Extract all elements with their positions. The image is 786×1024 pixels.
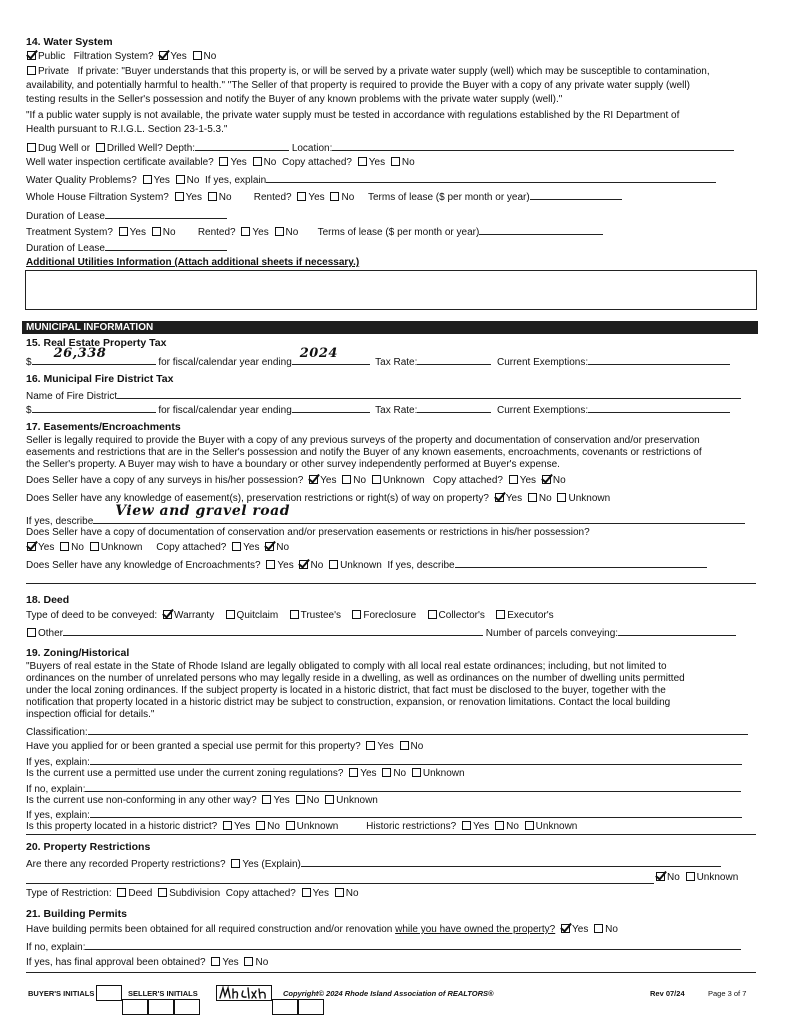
- explain-label: If yes, explain:: [26, 810, 90, 821]
- yes-label: Yes: [277, 560, 294, 571]
- deed-type-row: [26, 610, 554, 621]
- treatment-yes-checkbox[interactable]: [119, 227, 128, 236]
- historic-restrictions-no-checkbox[interactable]: [495, 821, 504, 830]
- documentation-yes-checkbox[interactable]: [27, 542, 36, 551]
- non-conforming-no-checkbox[interactable]: [296, 795, 305, 804]
- restrictions-no-unknown: [653, 872, 738, 883]
- non-conforming-explain-row: [26, 808, 742, 821]
- seller-initials-signature: [217, 986, 271, 1000]
- rented-label: Rented?: [253, 192, 292, 203]
- parcels-label: Number of parcels conveying:: [485, 628, 619, 639]
- no-label: No: [310, 560, 324, 571]
- sellers-initials-label: SELLER'S INITIALS: [128, 989, 198, 998]
- describe-label: If yes, describe: [26, 516, 94, 527]
- inspection-no-checkbox[interactable]: [253, 157, 262, 166]
- inspection-row: [26, 157, 415, 168]
- dollar-sign: $: [26, 357, 32, 368]
- private-checkbox[interactable]: [27, 66, 36, 75]
- public-label: Public: [38, 51, 66, 62]
- restrictions-explain-field[interactable]: [301, 857, 721, 867]
- dollar-sign: $: [26, 405, 32, 416]
- unknown-label: Unknown: [296, 821, 339, 832]
- restriction-copy-yes-checkbox[interactable]: [302, 888, 311, 897]
- executors-label: Executor's: [507, 610, 554, 621]
- permits-yes-checkbox[interactable]: [561, 924, 570, 933]
- public-supply-text: "If a public water supply is not available, the private water supply must be tested in accordance with regulations established by the RI Department of: [26, 110, 680, 121]
- historic-restrictions-yes-checkbox[interactable]: [462, 821, 471, 830]
- public-checkbox[interactable]: [27, 51, 36, 60]
- yes-label: Yes: [129, 227, 146, 238]
- no-label: No: [401, 157, 415, 168]
- additional-utilities-label: Additional Utilities Information (Attach additional sheets if necessary.): [26, 257, 360, 268]
- yes-label: Yes: [230, 157, 247, 168]
- yes-label: Yes: [308, 192, 325, 203]
- private-text: If private: "Buyer understands that this property is, or will be served by a private water supply (well) which may be susceptible to contamination,: [77, 66, 710, 77]
- unknown-label: Unknown: [535, 821, 578, 832]
- zoning-text: "Buyers of real estate in the State of Rhode Island are legally obligated to comply with all local real estate ordinances; including, but not limited to: [26, 661, 667, 672]
- terms-label: Terms of lease ($ per month or year): [317, 227, 480, 238]
- classification-row: [26, 725, 748, 738]
- fire-district-field[interactable]: [117, 389, 741, 399]
- public-supply-text: Health pursuant to R.I.G.L. Section 23-1-5.3.": [26, 124, 228, 135]
- copy-attached-label: Copy attached?: [281, 157, 352, 168]
- buyer-initial-box[interactable]: [174, 999, 200, 1015]
- no-label: No: [506, 821, 519, 832]
- treatment-row: [26, 225, 603, 238]
- permitted-use-explain-field[interactable]: [85, 782, 741, 792]
- buyer-initial-box[interactable]: [148, 999, 174, 1015]
- final-approval-no-checkbox[interactable]: [244, 957, 253, 966]
- historic-yes-checkbox[interactable]: [223, 821, 232, 830]
- yes-label: Yes: [312, 888, 329, 899]
- permits-no-checkbox[interactable]: [594, 924, 603, 933]
- deed-label: Deed: [128, 888, 153, 899]
- documentation-copy-yes-checkbox[interactable]: [232, 542, 241, 551]
- yes-label: Yes: [472, 821, 490, 832]
- no-label: No: [71, 542, 84, 553]
- non-conforming-yes-checkbox[interactable]: [262, 795, 271, 804]
- unknown-label: Unknown: [382, 475, 425, 486]
- executors-checkbox[interactable]: [496, 610, 505, 619]
- surveys-question: Does Seller have a copy of any surveys in his/her possession?: [26, 475, 304, 486]
- yes-label: Yes: [377, 741, 394, 752]
- non-conforming-unknown-checkbox[interactable]: [325, 795, 334, 804]
- private-text: availability, and potentially harmful to health." "The Seller of that property is required to provide the Buyer with a copy of any private water supply (well): [26, 80, 690, 91]
- no-label: No: [263, 157, 277, 168]
- no-label: No: [162, 227, 176, 238]
- fiscal-label: for fiscal/calendar year ending: [158, 357, 292, 368]
- final-approval-question: If yes, has final approval been obtained?: [26, 957, 206, 968]
- no-label: No: [353, 475, 367, 486]
- quality-label: Water Quality Problems?: [26, 175, 137, 186]
- no-label: No: [345, 888, 359, 899]
- historic-district-question: Is this property located in a historic district?: [26, 821, 218, 832]
- fire-exemptions-field[interactable]: [588, 403, 730, 413]
- private-text: testing results in the Seller's possession and notify the Buyer of any known problems with the private water supply (well).": [26, 94, 563, 105]
- no-label: No: [285, 227, 299, 238]
- terms-label: Terms of lease ($ per month or year): [367, 192, 530, 203]
- yes-label: Yes: [222, 957, 239, 968]
- tax-rate-field[interactable]: [417, 355, 491, 365]
- yes-label: Yes: [273, 795, 290, 806]
- historic-row: [26, 821, 577, 832]
- tax-amount-field[interactable]: [32, 346, 156, 365]
- yes-label: Yes: [170, 51, 187, 62]
- encroachments-describe-field[interactable]: [455, 558, 707, 568]
- depth-field[interactable]: [195, 141, 289, 151]
- copyright-text: Copyright© 2024 Rhode Island Association of REALTORS®: [283, 989, 494, 998]
- tax-rate-label: Tax Rate:: [375, 405, 418, 416]
- easement-text: easements and restrictions that are in the Seller's possession and notify the Buyer of any known easements, encroachments, covenants or restrictions of: [26, 447, 702, 458]
- duration-label: Duration of Lease: [26, 211, 105, 222]
- deed-other-row: [24, 626, 736, 639]
- documentation-row: [24, 542, 289, 553]
- collectors-checkbox[interactable]: [428, 610, 437, 619]
- section-16-title: 16. Municipal Fire District Tax: [26, 373, 174, 385]
- copy-attached-label: Copy attached?: [432, 475, 503, 486]
- special-use-explain-field[interactable]: [90, 755, 742, 765]
- private-label: Private: [38, 66, 70, 77]
- quality-yes-checkbox[interactable]: [143, 175, 152, 184]
- section-17-title: 17. Easements/Encroachments: [26, 421, 181, 433]
- permits-explain-row: [26, 940, 741, 953]
- filtration-yes-checkbox[interactable]: [159, 51, 168, 60]
- no-label: No: [341, 192, 355, 203]
- quality-explain-field[interactable]: [266, 173, 716, 183]
- fire-tax-amount-field[interactable]: [32, 403, 156, 413]
- seller-initial-box[interactable]: [272, 999, 298, 1015]
- fiscal-year-value: 2024: [299, 346, 338, 361]
- surveys-yes-checkbox[interactable]: [309, 475, 318, 484]
- trustees-label: Trustee's: [300, 610, 342, 621]
- easement-describe-value: View and gravel road: [115, 503, 290, 519]
- deed-type-label: Type of deed to be conveyed:: [26, 610, 158, 621]
- unknown-label: Unknown: [696, 872, 739, 883]
- zoning-text: under the local zoning ordinances. If the subject property is located in a historic district, that fact must be disclosed to the buyer, together with the: [26, 685, 666, 696]
- encroachments-question: Does Seller have any knowledge of Encroachments?: [26, 560, 261, 571]
- tax-amount-value: 26,338: [53, 346, 107, 361]
- treatment-rented-yes-checkbox[interactable]: [241, 227, 250, 236]
- seller-initial-box[interactable]: [216, 985, 272, 1001]
- final-approval-row: [26, 957, 268, 968]
- quality-no-checkbox[interactable]: [176, 175, 185, 184]
- restriction-copy-no-checkbox[interactable]: [335, 888, 344, 897]
- water-public-row: [24, 51, 216, 62]
- subdivision-checkbox[interactable]: [158, 888, 167, 897]
- terms-field[interactable]: [479, 225, 603, 235]
- surveys-unknown-checkbox[interactable]: [372, 475, 381, 484]
- restrictions-yes-checkbox[interactable]: [231, 859, 240, 868]
- section-15-title: 15. Real Estate Property Tax: [26, 337, 167, 349]
- no-label: No: [393, 768, 407, 779]
- easement-describe-row: [26, 503, 745, 527]
- yes-label: Yes: [153, 175, 170, 186]
- zoning-text: ordinances on the number of unrelated persons who may legally reside in a dwelling, as well as ordinances on the number of dwelling units permitted: [26, 673, 685, 684]
- foreclosure-checkbox[interactable]: [352, 610, 361, 619]
- whole-house-yes-checkbox[interactable]: [175, 192, 184, 201]
- special-use-question: Have you applied for or been granted a special use permit for this property?: [26, 741, 361, 752]
- no-label: No: [605, 924, 618, 935]
- exemptions-label: Current Exemptions:: [496, 357, 589, 368]
- duration-field[interactable]: [105, 241, 227, 251]
- fire-tax-rate-field[interactable]: [417, 403, 491, 413]
- easement-text: Seller is legally required to provide the Buyer with a copy of any previous surveys of the property and documentation of conservation and/or preservation: [26, 435, 700, 446]
- fire-district-label: Name of Fire District: [26, 391, 118, 402]
- divider: [26, 883, 654, 884]
- location-label: Location:: [291, 143, 333, 154]
- unknown-label: Unknown: [422, 768, 465, 779]
- yes-label: Yes: [572, 924, 589, 935]
- yes-label: Yes: [252, 227, 269, 238]
- permits-explain-field[interactable]: [85, 940, 741, 950]
- explain-label: If yes, explain:: [26, 757, 90, 768]
- yes-label: Yes: [368, 157, 386, 168]
- permitted-use-no-checkbox[interactable]: [382, 768, 391, 777]
- unknown-label: Unknown: [340, 560, 382, 571]
- warranty-checkbox[interactable]: [163, 610, 172, 619]
- inspection-yes-checkbox[interactable]: [219, 157, 228, 166]
- unknown-label: Unknown: [100, 542, 143, 553]
- permits-row: [26, 924, 618, 935]
- no-label: No: [552, 475, 566, 486]
- duration-field[interactable]: [105, 209, 227, 219]
- restrictions-no-checkbox[interactable]: [656, 872, 665, 881]
- restrictions-unknown-checkbox[interactable]: [686, 872, 695, 881]
- classification-label: Classification:: [26, 727, 88, 738]
- restrictions-row: [26, 857, 721, 870]
- permitted-use-row: [26, 768, 465, 779]
- subdivision-label: Subdivision: [169, 888, 221, 899]
- yes-label: Yes: [185, 192, 202, 203]
- exemptions-field[interactable]: [588, 355, 730, 365]
- seller-initial-box[interactable]: [298, 999, 324, 1015]
- location-field[interactable]: [332, 141, 734, 151]
- divider: [26, 972, 756, 973]
- surveys-copy-no-checkbox[interactable]: [542, 475, 551, 484]
- revision-text: Rev 07/24: [650, 989, 685, 998]
- fire-fiscal-year-field[interactable]: [292, 403, 370, 413]
- deed-restriction-checkbox[interactable]: [117, 888, 126, 897]
- no-label: No: [267, 821, 280, 832]
- municipal-banner: MUNICIPAL INFORMATION: [22, 321, 758, 334]
- documentation-unknown-checkbox[interactable]: [90, 542, 99, 551]
- no-label: No: [306, 795, 320, 806]
- documentation-no-checkbox[interactable]: [60, 542, 69, 551]
- drilled-well-checkbox[interactable]: [96, 143, 105, 152]
- easement-describe-field[interactable]: [93, 503, 745, 524]
- easement-yes-checkbox[interactable]: [495, 493, 504, 502]
- zoning-text: inspection official for details.": [26, 709, 155, 720]
- surveys-row: [26, 475, 566, 486]
- section-18-title: 18. Deed: [26, 594, 70, 606]
- trustees-checkbox[interactable]: [290, 610, 299, 619]
- filtration-no-checkbox[interactable]: [193, 51, 202, 60]
- fire-tax-row: [26, 403, 730, 416]
- duration-row: [26, 209, 227, 222]
- section-19-title: 19. Zoning/Historical: [26, 647, 130, 659]
- permitted-use-question: Is the current use a permitted use under the current zoning regulations?: [26, 768, 344, 779]
- divider: [26, 834, 756, 835]
- copy-attached-label: Copy attached?: [156, 542, 227, 553]
- surveys-no-checkbox[interactable]: [342, 475, 351, 484]
- buyer-initial-box[interactable]: [96, 985, 122, 1001]
- unknown-label: Unknown: [568, 493, 611, 504]
- non-conforming-question: Is the current use non-conforming in any other way?: [26, 795, 257, 806]
- exemptions-label: Current Exemptions:: [496, 405, 589, 416]
- well-type-row: [24, 141, 734, 154]
- tax-rate-label: Tax Rate:: [375, 357, 418, 368]
- quality-row: [26, 173, 716, 186]
- dug-well-checkbox[interactable]: [27, 143, 36, 152]
- yes-label: Yes: [233, 821, 251, 832]
- easement-knowledge-row: [26, 493, 610, 504]
- non-conforming-row: [26, 795, 378, 806]
- whole-house-rented-no-checkbox[interactable]: [330, 192, 339, 201]
- yes-label: Yes: [320, 475, 337, 486]
- easement-question: Does Seller have any knowledge of easement(s), preservation restrictions or right(s) of way on property?: [26, 493, 489, 504]
- no-label: No: [538, 493, 552, 504]
- historic-restrictions-unknown-checkbox[interactable]: [525, 821, 534, 830]
- documentation-copy-no-checkbox[interactable]: [265, 542, 274, 551]
- describe-label: If yes, describe: [387, 560, 455, 571]
- special-use-row: [26, 741, 423, 752]
- whole-house-no-checkbox[interactable]: [208, 192, 217, 201]
- treatment-no-checkbox[interactable]: [152, 227, 161, 236]
- no-label: No: [255, 957, 269, 968]
- treatment-label: Treatment System?: [26, 227, 113, 238]
- historic-unknown-checkbox[interactable]: [286, 821, 295, 830]
- warranty-label: Warranty: [174, 610, 215, 621]
- whole-house-label: Whole House Filtration System?: [26, 192, 169, 203]
- easement-unknown-checkbox[interactable]: [557, 493, 566, 502]
- terms-field[interactable]: [530, 190, 622, 200]
- non-conforming-explain-field[interactable]: [90, 808, 742, 818]
- special-use-no-checkbox[interactable]: [400, 741, 409, 750]
- copy-attached-label: Copy attached?: [225, 888, 296, 899]
- historic-no-checkbox[interactable]: [256, 821, 265, 830]
- buyers-initials-label: BUYER'S INITIALS: [28, 989, 95, 998]
- permits-question-underlined: while you have owned the property?: [395, 924, 556, 935]
- section-14-title: 14. Water System: [26, 36, 113, 48]
- historic-restrictions-label: Historic restrictions?: [366, 821, 457, 832]
- duration-row: [26, 241, 227, 254]
- yes-label: Yes: [38, 542, 55, 553]
- restriction-type-row: [26, 888, 359, 899]
- section-21-title: 21. Building Permits: [26, 908, 127, 920]
- inspection-copy-no-checkbox[interactable]: [391, 157, 400, 166]
- quitclaim-checkbox[interactable]: [226, 610, 235, 619]
- permits-question: Have building permits been obtained for all required construction and/or renovation: [26, 924, 393, 935]
- final-approval-yes-checkbox[interactable]: [211, 957, 220, 966]
- filtration-label: Filtration System?: [73, 51, 154, 62]
- surveys-copy-yes-checkbox[interactable]: [509, 475, 518, 484]
- yes-label: Yes: [243, 542, 260, 553]
- documentation-question: Does Seller have a copy of documentation of conservation and/or preservation easements or restrictions in his/her possession?: [26, 527, 590, 538]
- other-checkbox[interactable]: [27, 628, 36, 637]
- whole-house-rented-yes-checkbox[interactable]: [297, 192, 306, 201]
- parcels-field[interactable]: [618, 626, 736, 636]
- easement-text: the Seller's property. A Buyer may wish to have a boundary or other survey independently performed at Buyer's expense.: [26, 459, 560, 470]
- no-label: No: [218, 192, 232, 203]
- yes-label: Yes: [505, 493, 523, 504]
- other-field[interactable]: [63, 626, 483, 636]
- yes-label: Yes: [519, 475, 537, 486]
- rented-label: Rented?: [197, 227, 236, 238]
- divider: [26, 583, 756, 584]
- whole-house-row: [26, 190, 622, 203]
- special-use-yes-checkbox[interactable]: [366, 741, 375, 750]
- restrictions-question: Are there any recorded Property restrictions?: [26, 859, 226, 870]
- restriction-type-label: Type of Restriction:: [26, 888, 112, 899]
- drilled-well-label: Drilled Well? Depth:: [106, 143, 196, 154]
- inspection-label: Well water inspection certificate available?: [26, 157, 214, 168]
- collectors-label: Collector's: [438, 610, 485, 621]
- fire-district-row: [26, 389, 741, 402]
- unknown-label: Unknown: [336, 795, 378, 806]
- encroachments-row: [26, 558, 707, 571]
- encroachments-yes-checkbox[interactable]: [266, 560, 275, 569]
- dug-well-label: Dug Well or: [38, 143, 91, 154]
- private-row: [24, 66, 710, 77]
- fiscal-year-field[interactable]: [292, 346, 370, 365]
- inspection-copy-yes-checkbox[interactable]: [358, 157, 367, 166]
- page-number: Page 3 of 7: [708, 989, 747, 998]
- classification-field[interactable]: [88, 725, 748, 735]
- permitted-use-unknown-checkbox[interactable]: [412, 768, 421, 777]
- permitted-use-explain-row: [26, 782, 741, 795]
- no-label: No: [276, 542, 290, 553]
- section-20-title: 20. Property Restrictions: [26, 841, 151, 853]
- permitted-use-yes-checkbox[interactable]: [349, 768, 358, 777]
- fiscal-label: for fiscal/calendar year ending: [158, 405, 292, 416]
- explain-label: If no, explain:: [26, 784, 86, 795]
- no-label: No: [410, 741, 424, 752]
- encroachments-unknown-checkbox[interactable]: [329, 560, 338, 569]
- easement-no-checkbox[interactable]: [528, 493, 537, 502]
- property-tax-row: [26, 346, 730, 368]
- foreclosure-label: Foreclosure: [363, 610, 417, 621]
- buyer-initial-box[interactable]: [122, 999, 148, 1015]
- no-label: No: [667, 872, 680, 883]
- duration-label: Duration of Lease: [26, 243, 105, 254]
- treatment-rented-no-checkbox[interactable]: [275, 227, 284, 236]
- other-label: Other: [38, 628, 64, 639]
- encroachments-no-checkbox[interactable]: [299, 560, 308, 569]
- quitclaim-label: Quitclaim: [236, 610, 279, 621]
- special-use-explain-row: [26, 755, 742, 768]
- no-label: No: [203, 51, 217, 62]
- additional-utilities-box[interactable]: [25, 270, 757, 310]
- zoning-text: notification that property located in a historic district may be subject to construction, expansion, or renovation limitations. Contact the local building: [26, 697, 671, 708]
- yes-explain-label: Yes (Explain): [242, 859, 301, 870]
- yes-label: Yes: [360, 768, 377, 779]
- explain-label: If no, explain:: [26, 942, 86, 953]
- explain-label: If yes, explain: [205, 175, 267, 186]
- no-label: No: [186, 175, 200, 186]
